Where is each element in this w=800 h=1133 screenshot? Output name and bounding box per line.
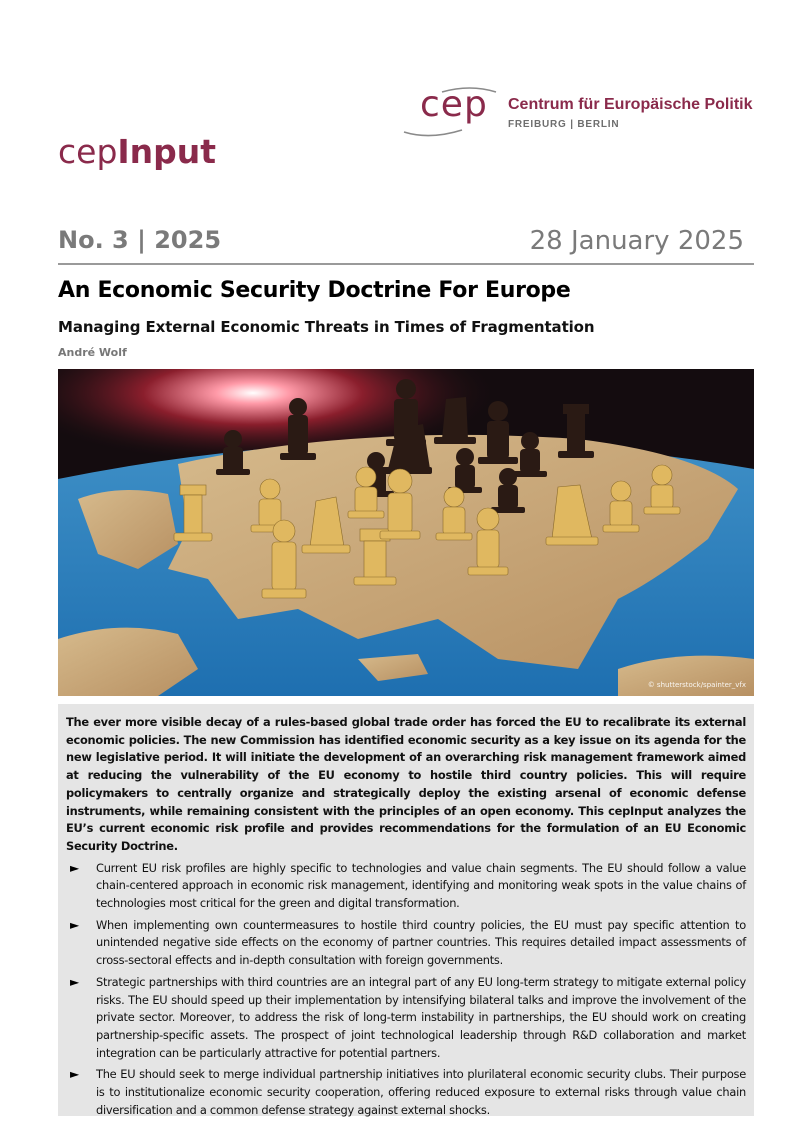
series-title xyxy=(58,132,216,171)
cep-logo xyxy=(400,82,760,142)
series-suffix: Input xyxy=(117,132,217,171)
key-point xyxy=(66,917,746,970)
image-credit: © shutterstock/spainter_vfx xyxy=(647,681,746,689)
chess-on-europe-map-icon xyxy=(58,369,754,696)
summary-box xyxy=(58,704,754,1116)
hero-image xyxy=(58,369,754,696)
org-cities: FREIBURG | BERLIN xyxy=(508,119,620,130)
abstract-text: The ever more visible decay of a rules-based global trade order has forced the EU to recalibrate its external economic policies. The new Commission has identified economic security as a key issue on its agenda for the new legislative period. It will initiate the development of an overarching risk management framework aimed at reducing the vulnerability of the EU economy to hostile third country policies. This will require policymakers to centrally organize and strategically deploy the existing arsenal of economic defense instruments, while remaining consistent with the principles of an open economy. This cepInput analyzes the EU’s current economic risk profile and provides recommendations for the formulation of an EU Economic Security Doctrine. xyxy=(66,715,746,853)
article-author: André Wolf xyxy=(58,346,127,359)
key-point-text: The EU should seek to merge individual partnership initiatives into plurilateral economic security clubs. Their purpose is to institutionalize economic security cooperation, offering reduced exposure to external risks through value chain diversification and a common defense strategy against external shocks. xyxy=(96,1067,746,1117)
article-title: An Economic Security Doctrine For Europe xyxy=(58,278,571,303)
issue-number: No. 3 | 2025 xyxy=(58,226,222,254)
cep-logo-mark xyxy=(400,82,500,142)
org-name: Centrum für Europäische Politik xyxy=(508,96,753,113)
bullet-arrow-icon: ► xyxy=(70,974,79,989)
key-point-text: Current EU risk profiles are highly specific to technologies and value chain segments. The EU should follow a value chain-centered approach in economic risk management, identifying and monitoring weak spots in the value chains of technologies most critical for the green and digital transformation. xyxy=(96,860,746,911)
bullet-arrow-icon: ► xyxy=(70,917,79,932)
key-point xyxy=(66,974,746,1063)
header-divider xyxy=(58,263,754,265)
key-points-list xyxy=(58,860,754,1120)
key-point-text: When implementing own countermeasures to hostile third country policies, the EU must pay specific attention to unintended negative side effects on the economy of partner countries. This requires detailed impact assessments of cross-sectoral effects and in-depth consultation with foreign governments. xyxy=(96,917,746,968)
bullet-arrow-icon: ► xyxy=(70,860,79,875)
logo-mark-text: cep xyxy=(420,84,488,125)
series-prefix: cep xyxy=(58,132,118,171)
bullet-arrow-icon: ► xyxy=(70,1067,79,1082)
key-point xyxy=(66,1066,746,1119)
article-subtitle: Managing External Economic Threats in Times of Fragmentation xyxy=(58,318,595,336)
key-point-text: Strategic partnerships with third countries are an integral part of any EU long-term strategy to mitigate external policy risks. The EU should speed up their implementation by intensifying bilateral talks and improve the involvement of the private sector. Moreover, to address the risk of long-term instability in partnerships, the EU should work on creating partnership-specific assets. The prospect of joint technological leadership through R&D collaboration and market integration can be particularly attractive for potential partners. xyxy=(96,974,746,1060)
key-point xyxy=(66,860,746,913)
publication-date: 28 January 2025 xyxy=(529,226,744,256)
